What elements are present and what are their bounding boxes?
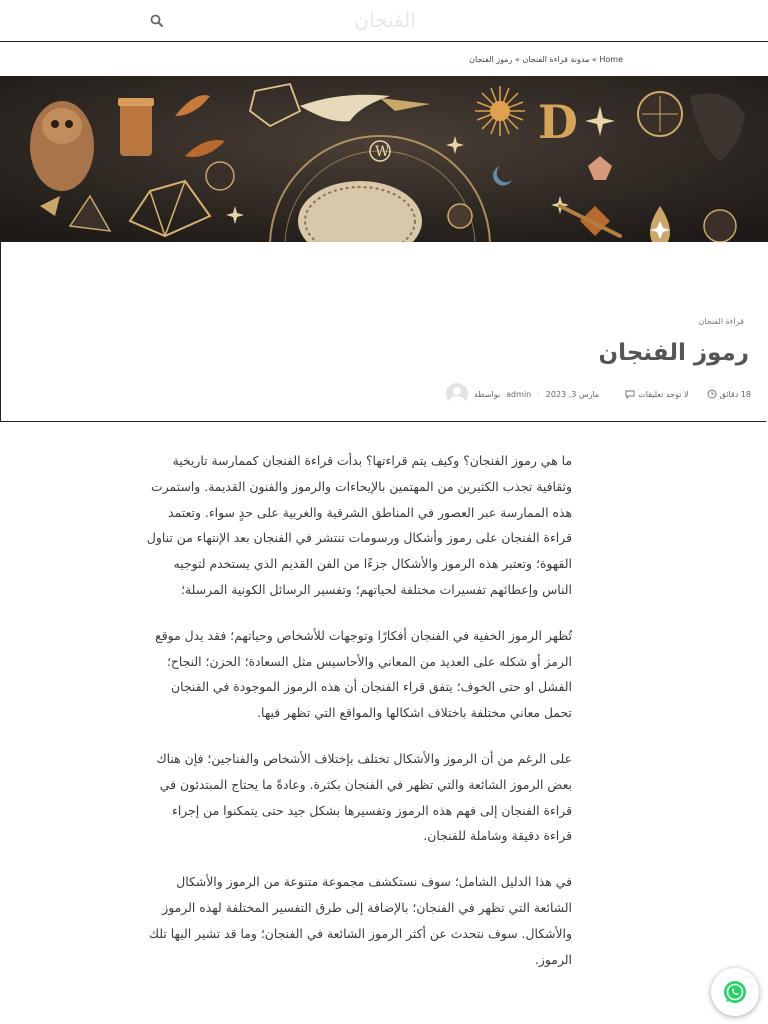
paragraph: ما هي رموز الفنجان؟ وكيف يتم قراءتها؟ بدأت قراءة الفنجان كممارسة تاريخية وثقافية تجذب الكثيرين من المهتمين بالإيحاءات والرموز والفنون القديمة. واستمرت هذه الممارسة عبر العصور في المناطق الشرقية والغربية على حدٍ سواء. وتعتمد قراءة الفنجان على رموز وأشكال ورسومات تنتشر في الفنجان بعد الإنتهاء من تناول القهوة؛ وتعتبر هذه الرموز والأشكال جزءًا من الفن القديم الذي يستخدم لتوجيه الناس وإعطائهم تفسيرات مختلفة لحياتهم؛ وتفسير الرسائل الكونية المرسلة؛ [146, 453, 572, 597]
breadcrumb-blog-link[interactable]: مدونة قراءة الفنجان [522, 55, 590, 64]
clock-icon [707, 389, 717, 399]
breadcrumb-home-link[interactable]: Home [599, 55, 623, 64]
comments-link[interactable] [625, 389, 688, 399]
read-time [707, 389, 751, 399]
search-icon [149, 13, 165, 29]
author-link[interactable]: admin [506, 389, 532, 399]
post-meta [446, 383, 751, 405]
svg-text:W: W [375, 144, 390, 160]
whatsapp-icon [722, 979, 748, 1005]
breadcrumb-bar [0, 42, 768, 75]
paragraph: تُظهر الرموز الخفية في الفنجان أفكارًا وتوجهات للأشخاص وحياتهم؛ فقد يدل موقع الرمز أو شكله على العديد من المعاني والأحاسيس مثل السعادة؛ الحزن؛ النجاح؛ الفشل او حتى الخوف؛ يتفق قراء الفنجان أن هذه الرموز الموجودة في الفنجان تحمل معاني مختلفة باختلاف اشكالها والمواقع التي تظهر فيها. [155, 627, 572, 721]
article-body [140, 448, 572, 992]
post-date: مارس 3, 2023 [545, 389, 600, 399]
author-avatar[interactable] [446, 383, 468, 405]
read-time-value: 18 دقائق [719, 389, 751, 399]
breadcrumb-separator: » [591, 55, 597, 64]
post-title: رموز الفنجان [598, 340, 749, 366]
breadcrumb [469, 55, 623, 64]
meta-separator: · [537, 389, 540, 399]
site-header [0, 0, 768, 42]
paragraph: على الرغم من أن الرموز والأشكال تختلف بإختلاف الأشخاص والفناجين؛ فإن هناك بعض الرموز الشائعة والتي تظهر في الفنجان بكثرة. وعادةً ما يحتاج المبتدئون في قراءة الفنجان إلى فهم هذه الرموز وتفسيرها بشكل جيد حتى يتمكنوا من إجراء قراءة دقيقة وشاملة للفنجان. [156, 750, 572, 844]
hero-illustration [0, 76, 768, 242]
breadcrumb-separator: » [514, 55, 520, 64]
site-logo[interactable]: الفنجان [354, 8, 416, 32]
whatsapp-button[interactable] [711, 968, 759, 1016]
svg-text:D: D [538, 95, 578, 149]
breadcrumb-current: رموز الفنجان [469, 55, 513, 64]
author-prefix: بواسطة [474, 389, 501, 399]
comment-icon [625, 389, 635, 399]
post-category-link[interactable]: قراءة الفنجان [698, 317, 744, 326]
search-button[interactable] [149, 13, 165, 29]
comments-count: لا توجد تعليقات [638, 389, 689, 399]
hero-image [0, 76, 768, 242]
paragraph: في هذا الدليل الشامل؛ سوف نستكشف مجموعة متنوعة من الرموز والأشكال الشائعة التي تظهر في الفنجان؛ بالإضافة إلى طرق التفسير المختلفة لهذه الرموز والأشكال. سوف نتحدث عن أكثر الرموز الشائعة في الفنجان؛ وما قد تشير اليها تلك الرموز. [148, 874, 572, 967]
